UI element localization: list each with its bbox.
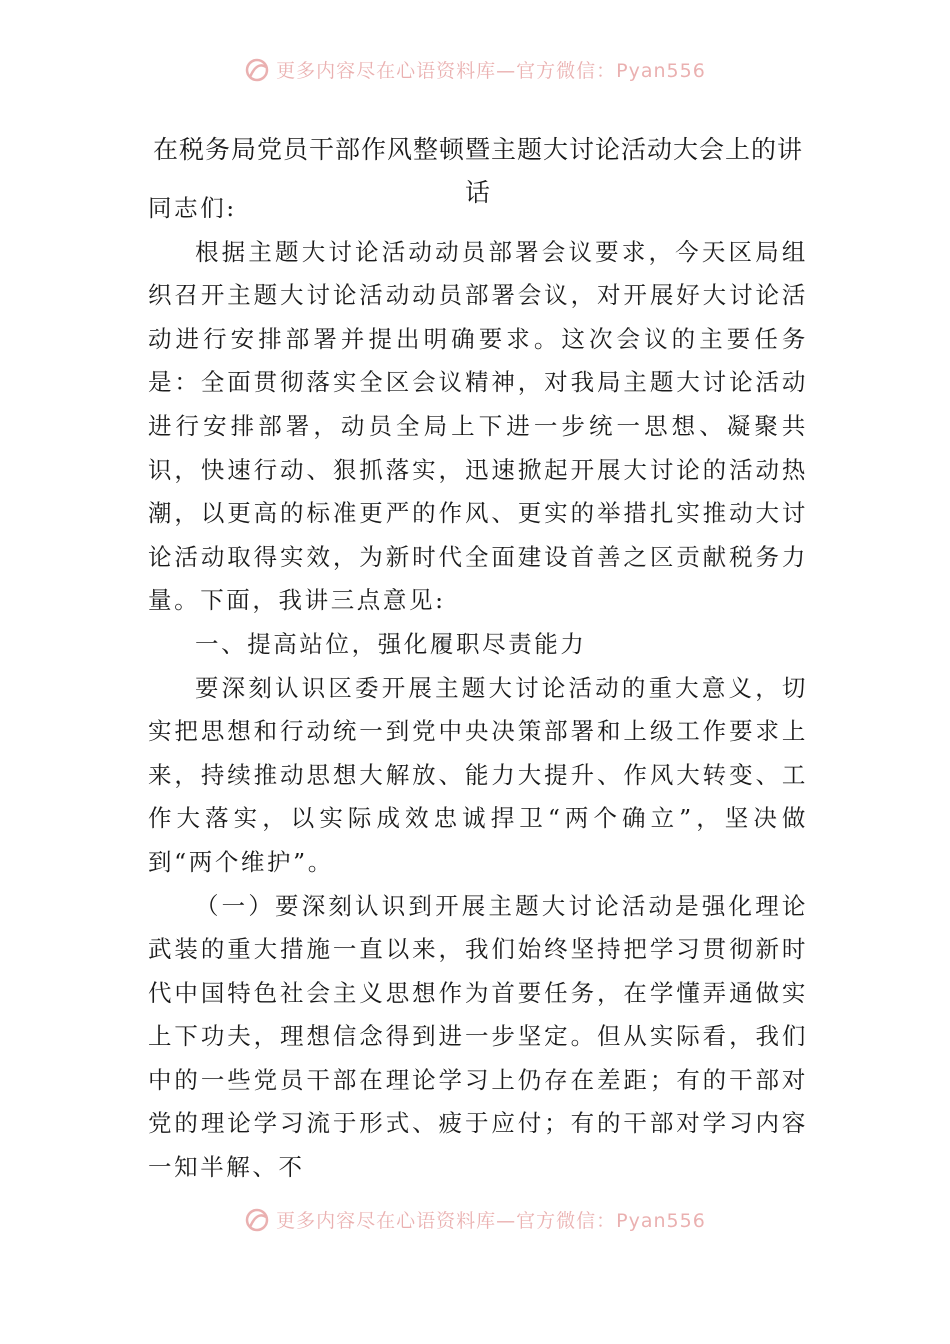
salutation: 同志们:: [148, 194, 237, 222]
watermark-logo-icon: [244, 1207, 270, 1233]
watermark-logo-icon: [244, 57, 270, 83]
document-title: 在税务局党员干部作风整顿暨主题大讨论活动大会上的讲话: [152, 135, 803, 207]
watermark-text: 更多内容尽在心语资料库—官方微信：Pyan556: [276, 1210, 706, 1232]
watermark-header: [0, 56, 950, 83]
watermark-footer: [0, 1206, 950, 1233]
paragraph-intro: 根据主题大讨论活动动员部署会议要求，今天区局组织召开主题大讨论活动动员部署会议，对开展好大讨论活动进行安排部署并提出明确要求。这次会议的主要任务是：全面贯彻落实全区会议精神，对我局主题大讨论活动进行安排部署，动员全局上下进一步统一思想、凝聚共识，快速行动、狠抓落实，迅速掀起开展大讨论的活动热潮，以更高的标准更严的作风、更实的举措扎实推动大讨论活动取得实效，为新时代全面建设首善之区贡献税务力量。下面，我讲三点意见:: [148, 237, 808, 615]
paragraph-subsection-one: （一）要深刻认识到开展主题大讨论活动是强化理论武装的重大措施一直以来，我们始终坚持把学习贯彻新时代中国特色社会主义思想作为首要任务，在学懂弄通做实上下功夫，理想信念得到进一步坚定。但从实际看，我们中的一些党员干部在理论学习上仍存在差距；有的干部对党的理论学习流于形式、疲于应付；有的干部对学习内容一知半解、不: [148, 891, 808, 1182]
paragraph-section-one: 要深刻认识区委开展主题大讨论活动的重大意义，切实把思想和行动统一到党中央决策部署和上级工作要求上来，持续推动思想大解放、能力大提升、作风大转变、工作大落实，以实际成效忠诚捍卫“两个确立”，坚决做到“两个维护”。: [148, 673, 808, 876]
document-body: [148, 187, 808, 1190]
section-heading: 一、提高站位，强化履职尽责能力: [195, 629, 587, 658]
watermark-text: 更多内容尽在心语资料库—官方微信：Pyan556: [276, 60, 706, 82]
